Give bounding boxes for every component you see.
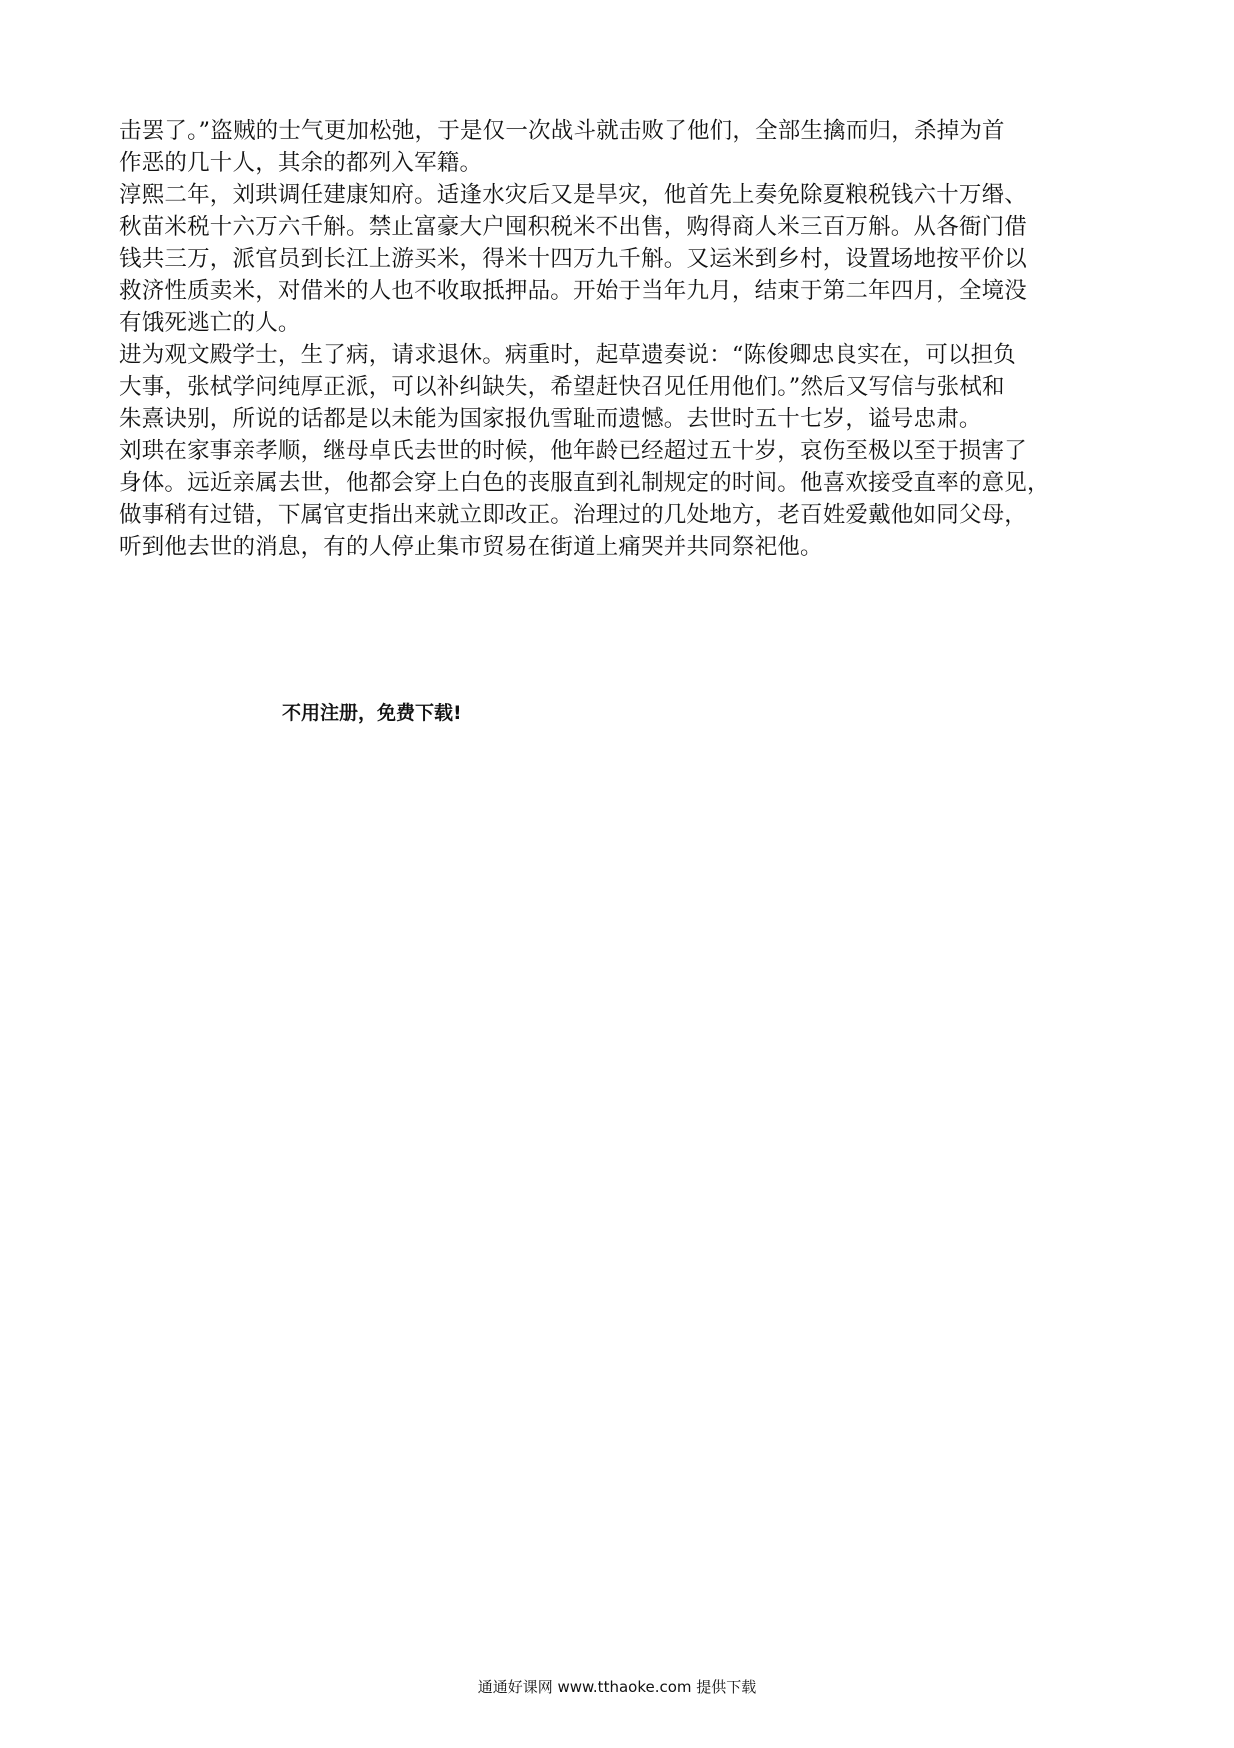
text-line: 做事稍有过错，下属官吏指出来就立即改正。治理过的几处地方，老百姓爱戴他如同父母， bbox=[119, 502, 1028, 528]
text-line: 击罢了。”盗贼的士气更加松弛，于是仅一次战斗就击败了他们，全部生擒而归，杀掉为首 bbox=[119, 118, 1005, 144]
text-line: 大事，张栻学问纯厚正派，可以补纠缺失，希望赶快召见任用他们。”然后又写信与张栻和 bbox=[119, 374, 1005, 400]
text-line: 刘珙在家事亲孝顺，继母卓氏去世的时候，他年龄已经超过五十岁，哀伤至极以至于损害了 bbox=[119, 438, 1028, 464]
text-line: 有饿死逃亡的人。 bbox=[119, 310, 301, 336]
page-footer: 通通好课网 www.tthaoke.com 提供下载 bbox=[477, 1678, 757, 1696]
text-line: 钱共三万，派官员到长江上游买米，得米十四万九千斛。又运米到乡村，设置场地按平价以 bbox=[119, 246, 1028, 272]
text-line: 听到他去世的消息，有的人停止集市贸易在街道上痛哭并共同祭祀他。 bbox=[119, 534, 823, 560]
text-line: 身体。远近亲属去世，他都会穿上白色的丧服直到礼制规定的时间。他喜欢接受直率的意见， bbox=[119, 470, 1050, 496]
text-line: 秋苗米税十六万六千斛。禁止富豪大户囤积税米不出售，购得商人米三百万斛。从各衙门借 bbox=[119, 214, 1028, 240]
body-text bbox=[119, 115, 1119, 563]
text-line: 朱熹诀别，所说的话都是以未能为国家报仇雪耻而遗憾。去世时五十七岁，谥号忠肃。 bbox=[119, 406, 982, 432]
download-note: 不用注册，免费下载! bbox=[282, 702, 462, 724]
text-line: 淳熙二年，刘珙调任建康知府。适逢水灾后又是旱灾，他首先上奏免除夏粮税钱六十万缗、 bbox=[119, 182, 1028, 208]
text-line: 作恶的几十人，其余的都列入军籍。 bbox=[119, 150, 483, 176]
text-line: 进为观文殿学士，生了病，请求退休。病重时，起草遗奏说：“陈俊卿忠良实在，可以担负 bbox=[119, 342, 1017, 368]
text-line: 救济性质卖米，对借米的人也不收取抵押品。开始于当年九月，结束于第二年四月，全境没 bbox=[119, 278, 1028, 304]
